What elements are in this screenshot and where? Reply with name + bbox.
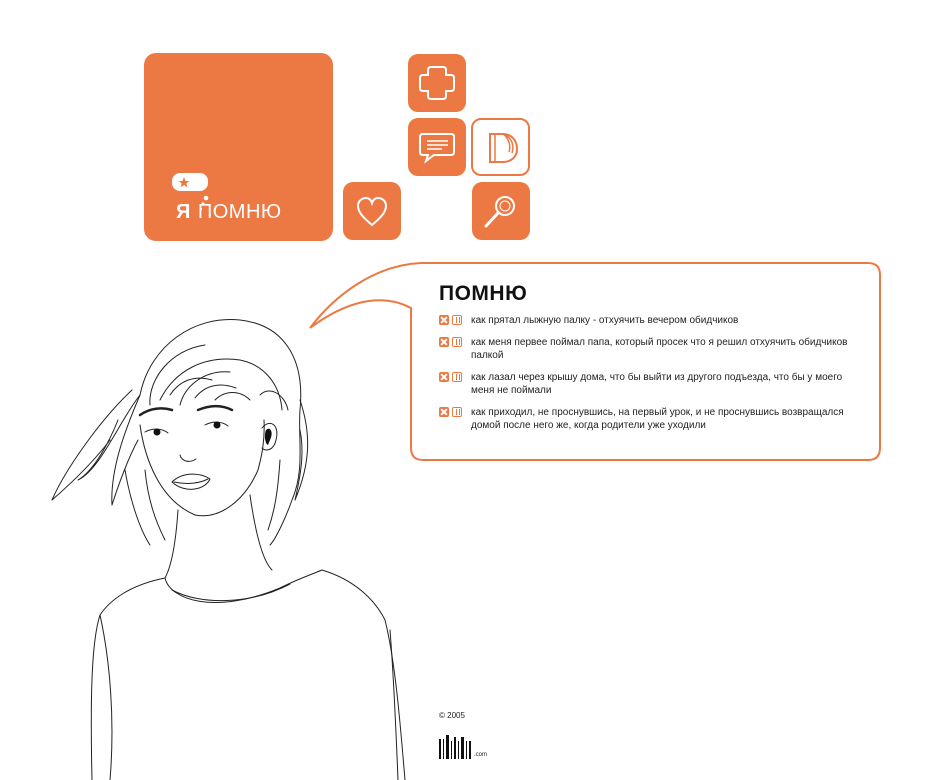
delete-icon[interactable]	[439, 407, 449, 417]
copyright-text: © 2005	[439, 711, 465, 720]
list-item	[439, 406, 859, 432]
delete-icon[interactable]	[439, 337, 449, 347]
edit-icon[interactable]	[452, 315, 462, 325]
edit-icon[interactable]	[452, 337, 462, 347]
memories-panel	[439, 283, 859, 441]
memory-text: как приходил, не проснувшись, на первый урок, и не проснувшись возвращался домой после него же, когда родители уже уходили	[471, 407, 844, 431]
list-item	[439, 371, 859, 397]
logo-word: ПОМНЮ	[197, 201, 282, 223]
edit-icon[interactable]	[452, 407, 462, 417]
memories-list	[439, 314, 859, 432]
memory-text: как лазал через крышу дома, что бы выйти из другого подъезда, что бы у моего меня не поймали	[471, 372, 843, 396]
logo-ya: Я	[176, 201, 191, 223]
edit-icon[interactable]	[452, 372, 462, 382]
memory-text: как прятал лыжную палку - отхуячить вечером обидчиков	[471, 315, 739, 326]
delete-icon[interactable]	[439, 372, 449, 382]
panel-title: ПОМНЮ	[439, 282, 528, 305]
delete-icon[interactable]	[439, 315, 449, 325]
memory-text: как меня первее поймал папа, который просек что я решил отхуячить обидчиков палкой	[471, 337, 848, 361]
brand-logo-link[interactable]	[439, 733, 489, 763]
list-item	[439, 336, 859, 362]
brand-logo-icon	[439, 733, 475, 763]
brand-suffix: .com	[474, 752, 488, 758]
list-item	[439, 314, 859, 327]
